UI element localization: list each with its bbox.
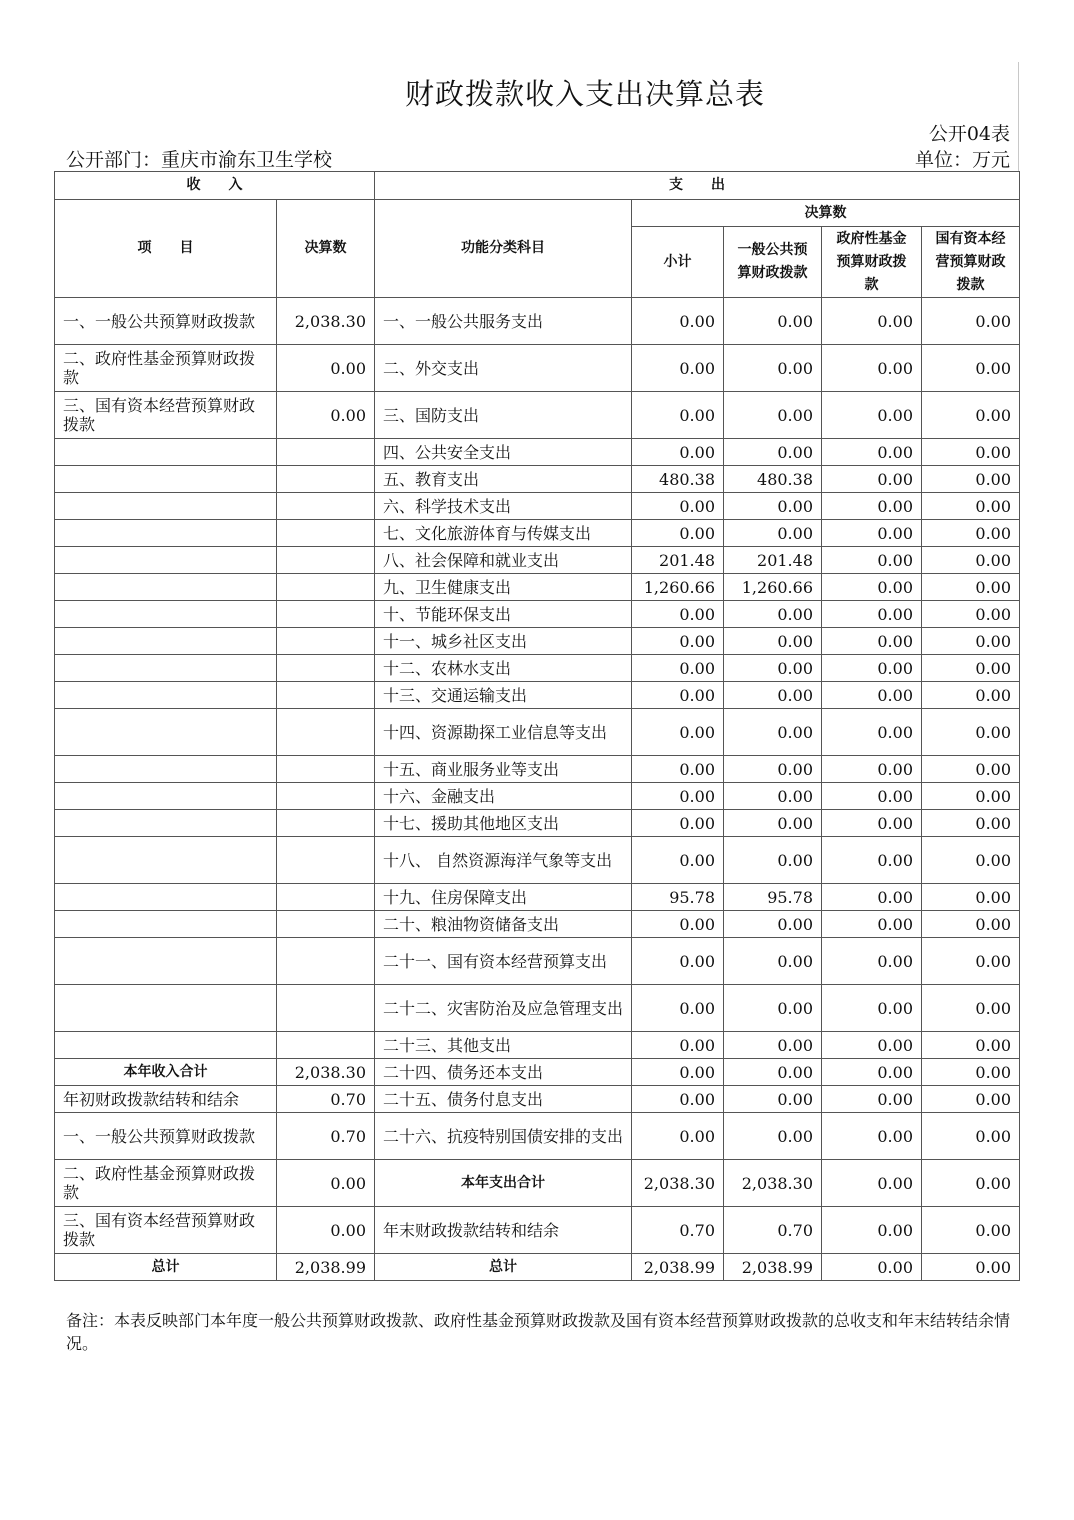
income-item-cell	[55, 628, 277, 655]
income-amount-cell	[277, 493, 375, 520]
table-row	[55, 392, 1020, 439]
gov-fund-cell: 0.00	[822, 493, 922, 520]
expense-item-cell: 十七、援助其他地区支出	[375, 810, 632, 837]
gov-fund-cell: 0.00	[822, 1086, 922, 1113]
general-budget-cell: 0.00	[724, 601, 822, 628]
state-capital-cell: 0.00	[922, 985, 1020, 1032]
expense-item-cell: 本年支出合计	[375, 1160, 632, 1207]
general-budget-cell: 0.00	[724, 1113, 822, 1160]
income-amount-cell: 0.00	[277, 345, 375, 392]
subtotal-cell: 0.00	[632, 682, 724, 709]
subtotal-cell: 0.00	[632, 298, 724, 345]
expense-item-cell: 二十四、债务还本支出	[375, 1059, 632, 1086]
subtotal-cell: 201.48	[632, 547, 724, 574]
subtotal-header: 小计	[632, 227, 724, 298]
expense-item-cell: 九、卫生健康支出	[375, 574, 632, 601]
general-budget-cell: 0.00	[724, 837, 822, 884]
subtotal-cell: 0.00	[632, 1113, 724, 1160]
expense-item-cell: 十六、金融支出	[375, 783, 632, 810]
expense-item-cell: 四、公共安全支出	[375, 439, 632, 466]
state-capital-cell: 0.00	[922, 1160, 1020, 1207]
table-row	[55, 709, 1020, 756]
general-budget-cell: 0.00	[724, 520, 822, 547]
gov-fund-cell: 0.00	[822, 783, 922, 810]
subtotal-cell: 0.00	[632, 601, 724, 628]
income-amount-cell: 2,038.30	[277, 1059, 375, 1086]
income-item-cell: 总计	[55, 1254, 277, 1281]
state-capital-cell: 0.00	[922, 783, 1020, 810]
subtotal-cell: 0.00	[632, 911, 724, 938]
income-item-cell	[55, 493, 277, 520]
state-capital-cell: 0.00	[922, 601, 1020, 628]
gov-fund-cell: 0.00	[822, 628, 922, 655]
table-row	[55, 938, 1020, 985]
budget-summary-table	[54, 171, 1020, 1281]
subtotal-cell: 0.00	[632, 783, 724, 810]
expense-item-cell: 七、文化旅游体育与传媒支出	[375, 520, 632, 547]
table-row	[55, 1160, 1020, 1207]
table-row	[55, 466, 1020, 493]
subtotal-cell: 1,260.66	[632, 574, 724, 601]
income-amount-cell	[277, 682, 375, 709]
table-row	[55, 628, 1020, 655]
expense-item-cell: 十、节能环保支出	[375, 601, 632, 628]
subtotal-cell: 0.00	[632, 439, 724, 466]
expense-item-cell: 十五、商业服务业等支出	[375, 756, 632, 783]
income-item-cell	[55, 655, 277, 682]
state-capital-cell: 0.00	[922, 682, 1020, 709]
income-amount-cell: 0.70	[277, 1113, 375, 1160]
subtotal-cell: 2,038.30	[632, 1160, 724, 1207]
general-budget-cell: 2,038.99	[724, 1254, 822, 1281]
unit-label: 单位：万元	[914, 149, 1010, 171]
expense-item-cell: 六、科学技术支出	[375, 493, 632, 520]
gov-fund-cell: 0.00	[822, 756, 922, 783]
final-amount-header: 决算数	[632, 200, 1020, 227]
income-item-cell	[55, 709, 277, 756]
table-row	[55, 756, 1020, 783]
income-item-cell: 一、一般公共预算财政拨款	[55, 1113, 277, 1160]
subtotal-cell: 0.00	[632, 655, 724, 682]
income-item-cell: 一、一般公共预算财政拨款	[55, 298, 277, 345]
income-item-cell	[55, 938, 277, 985]
general-budget-cell: 0.00	[724, 985, 822, 1032]
gov-fund-cell: 0.00	[822, 601, 922, 628]
gov-fund-cell: 0.00	[822, 1160, 922, 1207]
state-capital-cell: 0.00	[922, 756, 1020, 783]
income-amount-cell	[277, 655, 375, 682]
gov-fund-cell: 0.00	[822, 682, 922, 709]
table-row	[55, 783, 1020, 810]
general-budget-cell: 0.00	[724, 911, 822, 938]
state-capital-cell: 0.00	[922, 493, 1020, 520]
general-budget-cell: 0.00	[724, 392, 822, 439]
income-amount-cell	[277, 520, 375, 547]
subtotal-cell: 0.00	[632, 628, 724, 655]
subtotal-cell: 0.00	[632, 345, 724, 392]
gov-fund-cell: 0.00	[822, 938, 922, 985]
table-row	[55, 547, 1020, 574]
state-capital-cell: 0.00	[922, 938, 1020, 985]
general-budget-cell: 0.00	[724, 709, 822, 756]
table-row	[55, 520, 1020, 547]
income-amount-cell	[277, 1032, 375, 1059]
income-amount-cell	[277, 938, 375, 985]
income-amount-cell: 0.00	[277, 1207, 375, 1254]
expense-item-cell: 十二、农林水支出	[375, 655, 632, 682]
general-budget-cell: 0.70	[724, 1207, 822, 1254]
item-header: 项 目	[55, 200, 277, 298]
general-budget-cell: 2,038.30	[724, 1160, 822, 1207]
income-amount-cell: 0.00	[277, 1160, 375, 1207]
income-amount-cell: 0.70	[277, 1086, 375, 1113]
income-item-cell	[55, 682, 277, 709]
income-item-cell	[55, 1032, 277, 1059]
subtotal-cell: 0.00	[632, 938, 724, 985]
table-row	[55, 298, 1020, 345]
gov-fund-cell: 0.00	[822, 1059, 922, 1086]
income-amount-cell	[277, 628, 375, 655]
subtotal-cell: 480.38	[632, 466, 724, 493]
state-capital-cell: 0.00	[922, 1254, 1020, 1281]
gov-fund-cell: 0.00	[822, 709, 922, 756]
expense-item-cell: 总计	[375, 1254, 632, 1281]
table-row	[55, 655, 1020, 682]
subtotal-cell: 0.00	[632, 709, 724, 756]
gov-fund-cell: 0.00	[822, 520, 922, 547]
general-budget-cell: 0.00	[724, 810, 822, 837]
state-capital-cell: 0.00	[922, 1113, 1020, 1160]
expense-item-cell: 十四、资源勘探工业信息等支出	[375, 709, 632, 756]
income-amount-cell: 2,038.30	[277, 298, 375, 345]
general-budget-cell: 0.00	[724, 783, 822, 810]
income-item-cell: 三、国有资本经营预算财政拨款	[55, 392, 277, 439]
gov-fund-cell: 0.00	[822, 810, 922, 837]
table-row	[55, 1086, 1020, 1113]
state-capital-cell: 0.00	[922, 628, 1020, 655]
income-item-cell: 年初财政拨款结转和结余	[55, 1086, 277, 1113]
income-item-cell: 二、政府性基金预算财政拨款	[55, 1160, 277, 1207]
expense-item-cell: 十一、城乡社区支出	[375, 628, 632, 655]
gov-fund-cell: 0.00	[822, 1032, 922, 1059]
state-capital-cell: 0.00	[922, 1032, 1020, 1059]
income-item-cell	[55, 439, 277, 466]
gov-fund-cell: 0.00	[822, 439, 922, 466]
subtotal-cell: 0.00	[632, 837, 724, 884]
state-capital-cell: 0.00	[922, 1207, 1020, 1254]
general-budget-cell: 0.00	[724, 756, 822, 783]
page-title: 财政拨款收入支出决算总表	[404, 77, 765, 111]
general-budget-cell: 0.00	[724, 938, 822, 985]
subtotal-cell: 0.00	[632, 1059, 724, 1086]
general-budget-cell: 0.00	[724, 1086, 822, 1113]
state-capital-cell: 0.00	[922, 520, 1020, 547]
table-row	[55, 1059, 1020, 1086]
gov-fund-cell: 0.00	[822, 1113, 922, 1160]
income-item-cell	[55, 547, 277, 574]
subtotal-cell: 0.70	[632, 1207, 724, 1254]
gov-fund-header: 政府性基金预算财政拨款	[822, 227, 922, 298]
subtotal-cell: 0.00	[632, 985, 724, 1032]
gov-fund-cell: 0.00	[822, 298, 922, 345]
gov-fund-cell: 0.00	[822, 655, 922, 682]
general-budget-cell: 0.00	[724, 1032, 822, 1059]
func-category-header: 功能分类科目	[375, 200, 632, 298]
general-budget-header: 一般公共预算财政拨款	[724, 227, 822, 298]
expense-item-cell: 二十三、其他支出	[375, 1032, 632, 1059]
income-amount-cell	[277, 837, 375, 884]
expense-item-cell: 二十一、国有资本经营预算支出	[375, 938, 632, 985]
gov-fund-cell: 0.00	[822, 985, 922, 1032]
income-item-cell	[55, 574, 277, 601]
income-amount-cell	[277, 547, 375, 574]
expense-item-cell: 年末财政拨款结转和结余	[375, 1207, 632, 1254]
gov-fund-cell: 0.00	[822, 547, 922, 574]
general-budget-cell: 0.00	[724, 628, 822, 655]
income-item-cell	[55, 985, 277, 1032]
subtotal-cell: 0.00	[632, 520, 724, 547]
subtotal-cell: 95.78	[632, 884, 724, 911]
expense-item-cell: 十八、 自然资源海洋气象等支出	[375, 837, 632, 884]
general-budget-cell: 0.00	[724, 439, 822, 466]
income-item-cell	[55, 810, 277, 837]
state-capital-cell: 0.00	[922, 1086, 1020, 1113]
income-amount-cell	[277, 439, 375, 466]
state-capital-cell: 0.00	[922, 298, 1020, 345]
income-amount-cell: 0.00	[277, 392, 375, 439]
table-row	[55, 345, 1020, 392]
gov-fund-cell: 0.00	[822, 574, 922, 601]
general-budget-cell: 0.00	[724, 682, 822, 709]
state-capital-cell: 0.00	[922, 911, 1020, 938]
gov-fund-cell: 0.00	[822, 466, 922, 493]
table-row	[55, 810, 1020, 837]
subtotal-cell: 0.00	[632, 493, 724, 520]
state-capital-cell: 0.00	[922, 1059, 1020, 1086]
table-row	[55, 911, 1020, 938]
general-budget-cell: 0.00	[724, 655, 822, 682]
footnote: 备注：本表反映部门本年度一般公共预算财政拨款、政府性基金预算财政拨款及国有资本经营预算财政拨款的总收支和年末结转结余情况。	[66, 1311, 1011, 1353]
income-amount-cell	[277, 601, 375, 628]
expense-item-cell: 二、外交支出	[375, 345, 632, 392]
expense-item-cell: 二十、粮油物资储备支出	[375, 911, 632, 938]
income-amount-cell	[277, 756, 375, 783]
expense-header: 支 出	[375, 172, 1020, 200]
income-item-cell: 二、政府性基金预算财政拨款	[55, 345, 277, 392]
general-budget-cell: 0.00	[724, 345, 822, 392]
state-capital-cell: 0.00	[922, 466, 1020, 493]
income-item-cell	[55, 884, 277, 911]
gov-fund-cell: 0.00	[822, 837, 922, 884]
subtotal-cell: 0.00	[632, 1086, 724, 1113]
table-row	[55, 1207, 1020, 1254]
income-amount-cell	[277, 574, 375, 601]
state-capital-cell: 0.00	[922, 709, 1020, 756]
expense-item-cell: 二十六、抗疫特别国债安排的支出	[375, 1113, 632, 1160]
table-row	[55, 574, 1020, 601]
income-amount-cell	[277, 884, 375, 911]
income-item-cell	[55, 837, 277, 884]
income-amount-cell	[277, 783, 375, 810]
expense-item-cell: 三、国防支出	[375, 392, 632, 439]
subtotal-cell: 0.00	[632, 756, 724, 783]
general-budget-cell: 0.00	[724, 1059, 822, 1086]
gov-fund-cell: 0.00	[822, 1254, 922, 1281]
expense-item-cell: 一、一般公共服务支出	[375, 298, 632, 345]
income-item-cell	[55, 520, 277, 547]
income-amount-cell: 2,038.99	[277, 1254, 375, 1281]
subtotal-cell: 2,038.99	[632, 1254, 724, 1281]
table-code: 公开04表	[928, 123, 1010, 145]
income-item-cell: 三、国有资本经营预算财政拨款	[55, 1207, 277, 1254]
general-budget-cell: 0.00	[724, 493, 822, 520]
general-budget-cell: 480.38	[724, 466, 822, 493]
subtotal-cell: 0.00	[632, 1032, 724, 1059]
income-item-cell	[55, 756, 277, 783]
expense-item-cell: 十九、住房保障支出	[375, 884, 632, 911]
expense-item-cell: 十三、交通运输支出	[375, 682, 632, 709]
gov-fund-cell: 0.00	[822, 884, 922, 911]
income-amount-cell	[277, 985, 375, 1032]
table-row	[55, 601, 1020, 628]
state-capital-cell: 0.00	[922, 655, 1020, 682]
income-item-cell	[55, 911, 277, 938]
expense-item-cell: 八、社会保障和就业支出	[375, 547, 632, 574]
income-item-cell	[55, 466, 277, 493]
table-row	[55, 884, 1020, 911]
state-capital-cell: 0.00	[922, 547, 1020, 574]
subtotal-cell: 0.00	[632, 392, 724, 439]
table-row	[55, 1254, 1020, 1281]
income-item-cell	[55, 783, 277, 810]
state-capital-cell: 0.00	[922, 392, 1020, 439]
subtotal-cell: 0.00	[632, 810, 724, 837]
general-budget-cell: 1,260.66	[724, 574, 822, 601]
gov-fund-cell: 0.00	[822, 392, 922, 439]
amount-header: 决算数	[277, 200, 375, 298]
expense-item-cell: 二十二、灾害防治及应急管理支出	[375, 985, 632, 1032]
table-row	[55, 837, 1020, 884]
general-budget-cell: 201.48	[724, 547, 822, 574]
gov-fund-cell: 0.00	[822, 345, 922, 392]
income-item-cell: 本年收入合计	[55, 1059, 277, 1086]
income-amount-cell	[277, 810, 375, 837]
gov-fund-cell: 0.00	[822, 1207, 922, 1254]
department-label: 公开部门：重庆市渝东卫生学校	[66, 149, 333, 171]
general-budget-cell: 0.00	[724, 298, 822, 345]
table-row	[55, 682, 1020, 709]
state-capital-cell: 0.00	[922, 837, 1020, 884]
expense-item-cell: 五、教育支出	[375, 466, 632, 493]
state-capital-cell: 0.00	[922, 345, 1020, 392]
table-row	[55, 985, 1020, 1032]
income-amount-cell	[277, 911, 375, 938]
table-row	[55, 439, 1020, 466]
table-row	[55, 493, 1020, 520]
expense-item-cell: 二十五、债务付息支出	[375, 1086, 632, 1113]
state-capital-cell: 0.00	[922, 439, 1020, 466]
income-amount-cell	[277, 466, 375, 493]
income-item-cell	[55, 601, 277, 628]
income-amount-cell	[277, 709, 375, 756]
state-capital-cell: 0.00	[922, 574, 1020, 601]
income-header: 收 入	[55, 172, 375, 200]
gov-fund-cell: 0.00	[822, 911, 922, 938]
general-budget-cell: 95.78	[724, 884, 822, 911]
table-row	[55, 1032, 1020, 1059]
state-capital-cell: 0.00	[922, 884, 1020, 911]
table-row	[55, 1113, 1020, 1160]
state-capital-cell: 0.00	[922, 810, 1020, 837]
state-capital-header: 国有资本经营预算财政拨款	[922, 227, 1020, 298]
